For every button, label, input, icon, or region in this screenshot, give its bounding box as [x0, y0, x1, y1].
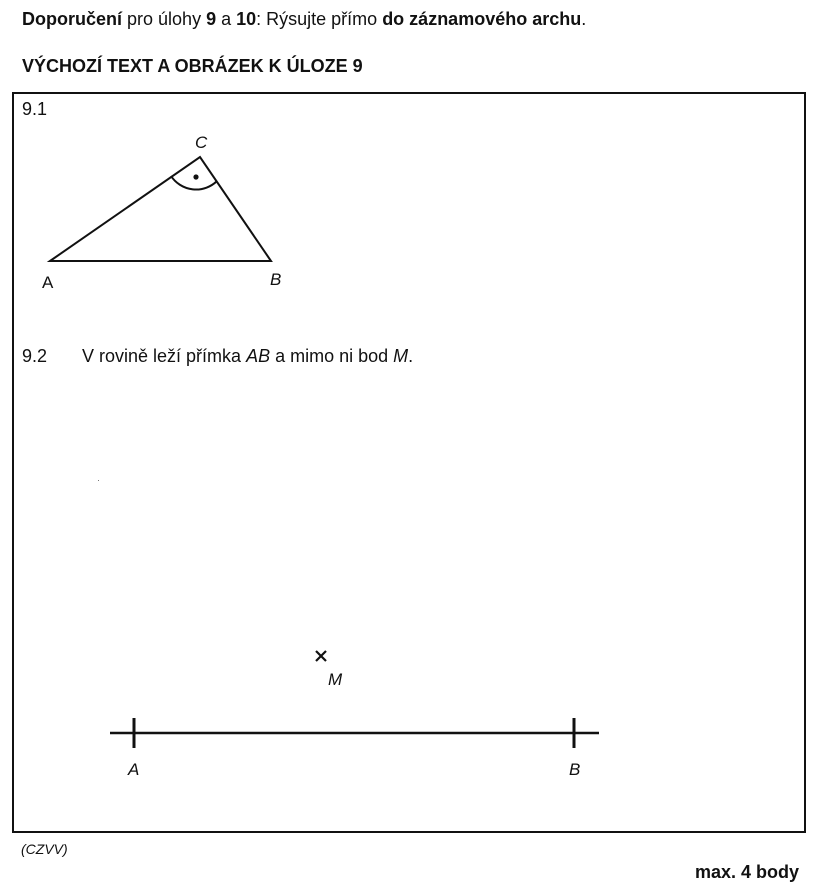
- task-9-2-text-end: .: [408, 346, 414, 366]
- instructions-text-2: a: [216, 9, 237, 29]
- line-name: AB: [246, 346, 271, 366]
- source-note: (CZVV): [21, 841, 68, 857]
- task-9-2-number: 9.2: [22, 346, 48, 366]
- right-angle-dot: [193, 174, 198, 179]
- triangle-abc: [50, 157, 271, 261]
- instructions-text-1: pro úlohy: [122, 9, 207, 29]
- line-label-a: A: [128, 760, 140, 779]
- instructions-target: do záznamového archu: [382, 9, 582, 29]
- point-name: M: [393, 346, 409, 366]
- instructions-text-3: : Rýsujte přímo: [256, 9, 383, 29]
- task-9-2-text-middle: a mimo ni bod: [270, 346, 394, 366]
- point-m-label: M: [328, 670, 343, 689]
- speck-mark: [98, 480, 99, 481]
- task-9-1-number: 9.1: [22, 99, 48, 119]
- section-heading: VÝCHOZÍ TEXT A OBRÁZEK K ÚLOZE 9: [22, 56, 363, 76]
- task-9-2-text-before: V rovině leží přímka: [82, 346, 247, 366]
- line-label-b: B: [569, 760, 581, 779]
- triangle-label-b: B: [270, 270, 282, 289]
- triangle-label-a: A: [42, 273, 54, 292]
- instructions-lead: Doporučení: [22, 9, 123, 29]
- triangle-label-c: C: [195, 133, 208, 152]
- instructions-end: .: [581, 9, 587, 29]
- instructions-task-b: 10: [236, 9, 257, 29]
- triangle-figure: [42, 133, 281, 292]
- point-m-cross: [316, 651, 326, 661]
- max-points: max. 4 body: [694, 862, 799, 882]
- line-figure: [110, 651, 599, 779]
- instructions-task-a: 9: [206, 9, 217, 29]
